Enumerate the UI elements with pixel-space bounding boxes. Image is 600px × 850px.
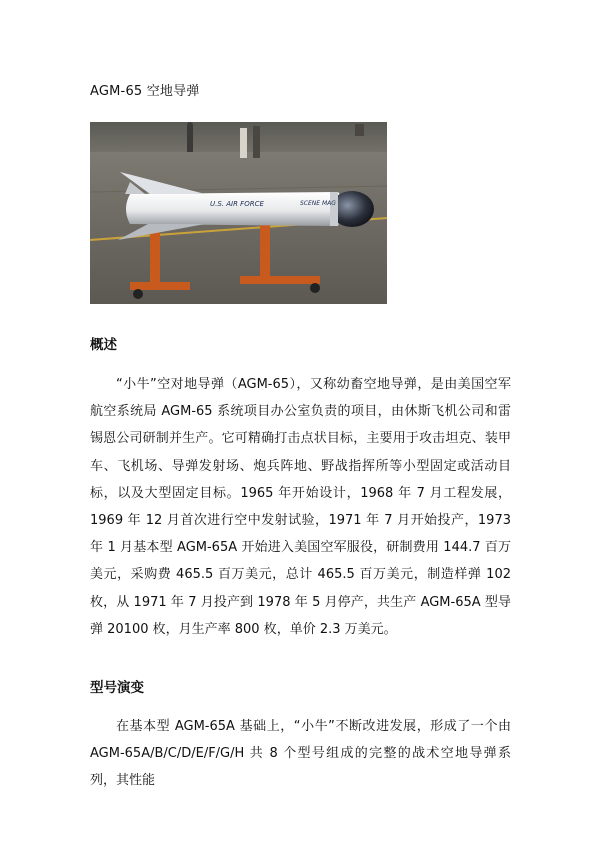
section-paragraph-variants	[90, 713, 511, 795]
marking-scene: SCENE MAG	[300, 200, 336, 207]
overview-text: “小牛”空对地导弹（AGM-65），又称幼畜空地导弹，是由美国空军航空系统局 AGM-65 系统项目办公室负责的项目，由休斯飞机公司和雷锡恩公司研制并生产。它可精确打击点状目标，主要用于攻击坦克、装甲车、飞机场、导弹发射场、炮兵阵地、野战指挥所等小型固定或活动目标，以及大型固定目标。1965 年开始设计，1968 年 7 月工程发展，1969 年 12 月首次进行空中发射试验，1971 年 7 月开始投产，1973 年 1 月基本型 AGM-65A 开始进入美国空军服役，研制费用 144.7 百万美元，采购费 465.5 百万美元，总计 465.5 百万美元，制造样弹 102 枚，从 1971 年 7 月投产到 1978 年 5 月停产，共生产 AGM-65A 型导弹 20100 枚，月生产率 800 枚，单价 2.3 万美元。	[90, 377, 511, 637]
missile-image	[90, 122, 387, 304]
section-heading-overview: 概述	[90, 337, 117, 353]
document-title: AGM-65 空地导弹	[90, 84, 200, 99]
variants-text: 在基本型 AGM-65A 基础上，“小牛”不断改进发展，形成了一个由 AGM-65A/B/C/D/E/F/G/H 共 8 个型号组成的完整的战术空地导弹系列，其性能	[90, 719, 511, 789]
section-paragraph-overview	[90, 371, 511, 643]
section-heading-variants: 型号演变	[90, 680, 144, 696]
marking-airforce: U.S. AIR FORCE	[210, 200, 264, 208]
missile-photo	[90, 122, 387, 304]
